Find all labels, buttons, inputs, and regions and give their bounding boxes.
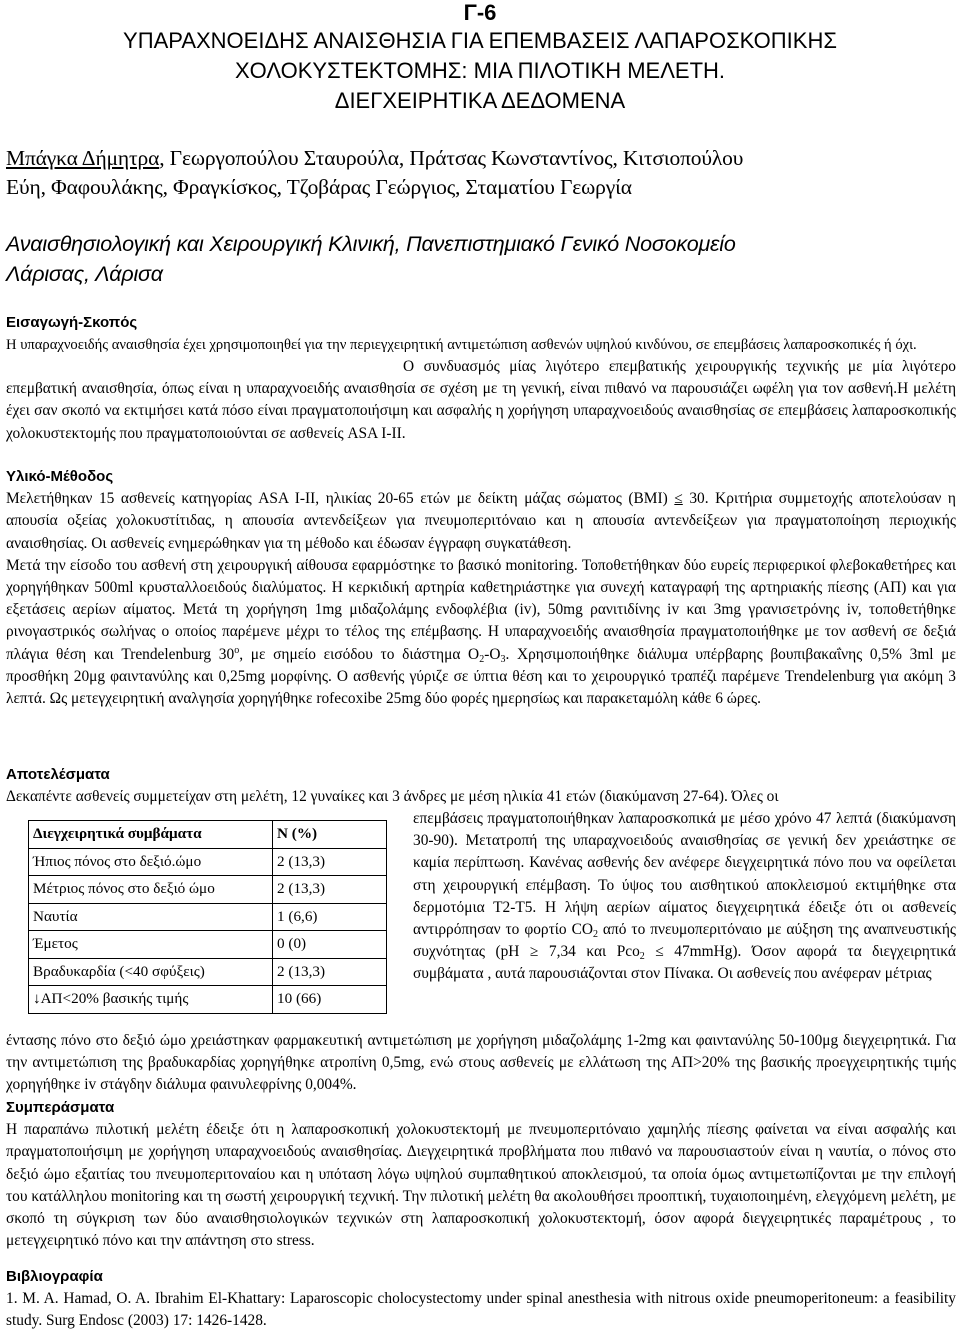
results-heading: Αποτελέσματα [6,766,110,783]
affiliation-line-2: Λάρισας, Λάρισα [6,262,163,286]
table-row [29,931,387,959]
methods-p1-a: Μελετήθηκαν 15 ασθενείς κατηγορίας ASA I-II, ηλικίας 20-65 ετών με δείκτη μάζας σώματος (BMI) [6,490,668,508]
table-cell-event: ↓ΑΠ<20% βασικής τιμής [29,986,273,1014]
results-right-column [413,808,956,986]
title-line-2: ΧΟΛΟΚΥΣΤΕΚΤΟΜΗΣ: ΜΙΑ ΠΙΛΟΤΙΚΗ ΜΕΛΕΤΗ. [234,58,726,83]
geq-symbol: ≥ [529,943,539,961]
introduction-para-1: Η υπαραχνοειδής αναισθησία έχει χρησιμοποιηθεί για την περιεγχειρητική αντιμετώπιση ασθενών υψηλού κινδύνου, σε επεμβάσεις λαπαροσκοπικές ή όχι. [6,337,917,353]
methods-para-1 [6,488,956,555]
table-row [29,848,387,876]
results-intro-line: Δεκαπέντε ασθενείς συμμετείχαν στη μελέτη, 12 γυναίκες και 3 άνδρες με μέση ηλικία 41 ετών (διακύμανση 27-64). Όλες οι [6,788,779,806]
conclusions-text: Η παραπάνω πιλοτική μελέτη έδειξε ότι η λαπαροσκοπική χολοκυστεκτομή με πνευμοπεριτόναιο χαμηλής πίεσης φαίνεται να είναι ασφαλής και πραγματοποιήσιμη με χορήγηση υπαραχνοειδούς αναισθησίας. Διεγχειρητικά προβλήματα που πιθανό να παρουσιαστούν είναι η ναυτία, ο πόνος στο δεξιό ώμο εξαιτίας του πνευμοπεριτοναίου και η υπόταση λόγω υψηλού συμπαθητικού αποκλεισμού, τα οποία όμως αντιμετωπίζονται με την επιλογή του κατάλληλου monitoring και τη σωστή χειρουργική τεχνική. Την πιλοτική μελέτη θα ακολουθήσει προοπτική, τυχαιοποιημένη, ελεγχόμενη μελέτη, με σκοπό τη σύγκριση των δύο αναισθησιολογικών τεχνικών στη λαπαροσκοπική χολοκυστεκτομή, όσον αφορά διεγχειρητικές παραμέτρους , το μετεγχειρητικό πόνο και την απάντηση στο stress. [6,1121,956,1250]
table-cell-event: Ήπιος πόνος στο δεξιό.ώμο [29,848,273,876]
table-cell-n: 2 (13,3) [273,876,387,904]
introduction-section [6,312,956,356]
methods-sub-2: 3 [500,653,506,665]
methods-p2-b: , με σημείο εισόδου το διάστημα Ο [239,645,480,663]
results-bottom-text: έντασης πόνο στο δεξιό ώμο χρειάστηκαν φαρμακευτική αντιμετώπιση με χορήγηση μιδαζολάμης 1-2mg και φαιντανύλης 50-100μg διεγχειρητικά. Για την αντιμετώπιση της βραδυκαρδίας χορηγήθηκε ατροπίνη 0,5mg, ενώ στους ασθενείς με ελλάτωση της ΑΠ>20% της βασικής προεγχειρητικής τιμής χορηγήθηκε iv στάγδην διάλυμα φαινυλεφρίνης 0,004%. [6,1032,956,1094]
authors-rest: , Γεωργοπούλου Σταυρούλα, Πράτσας Κωνσταντίνος, Κιτσιοπούλου [159,146,744,170]
title-line-1: ΥΠΑΡΑΧΝΟΕΙΔΗΣ ΑΝΑΙΣΘΗΣΙΑ ΓΙΑ ΕΠΕΜΒΑΣΕΙΣ ΛΑΠΑΡΟΣΚΟΠΙΚΗΣ [123,28,837,53]
first-author: Μπάγκα Δήμητρα [6,146,160,170]
references-section [6,1266,956,1333]
leq-symbol: ≤ [674,490,683,508]
pco2-sub: 2 [639,951,645,963]
table-cell-event: Ναυτία [29,903,273,931]
table-row [29,876,387,904]
introduction-para-2-start: Ο συνδυασμός μίας λιγότερο επεμβατικής χειρουργικής τεχνικής με μία λιγότερο επεμβατική αναισθησία, όπως είναι η υπαραχνοειδής αναισθησία σε σχέση με τη γενική, είναι πιθανό να παρουσιάζει ωφέλη για τον ασθενή. [6,358,956,398]
title-line-3: ΔΙΕΓΧΕΙΡΗΤΙΚΑ ΔΕΔΟΜΕΝΑ [334,88,626,113]
results-right-text [413,808,956,986]
methods-section [6,466,956,710]
methods-para-2 [6,555,956,710]
methods-p2-d: . Χρησιμοποιήθηκε διάλυμα υπέρβαρης βουπιβακαΐνης 0,5% 3ml με προσθήκη 20μg φαιντανύλης και 0,25mg μορφίνης. Ο ασθενής γύριζε σε ύπτια θέση και το χειρουργικό τραπέζι παρέμενε Trendelenburg για ακόμη 3 λεπτά. Ως μετεγχειρητική αναλγησία χορηγήθηκε rofecoxibe 25mg δύο φορές ημερησίως και παρακεταμόλη κάθε 6 ώρες. [6,645,956,708]
results-right-b: από το πνευμοπεριτόναιο με αύξηση της αναπνευστικής συχνότητας (pH [413,921,957,961]
reference-item: 1. M. A. Hamad, O. A. Ibrahim El-Khattary: Laparoscopic cholocystectomy under spinal anesthesia with nitrous oxide pneumoperitoneum: a feasibility study. Surg Endosc (2003) 17: 1426-1428. [6,1290,956,1330]
leq-symbol-2: ≤ [655,943,664,961]
methods-sub-1: 2 [479,653,485,665]
results-right-d: 47mmHg). Όσον αφορά τα διεγχειρητικά συμβάματα , αυτά παρουσιάζονται στον Πίνακα. Οι ασθενείς που ανέφεραν μέτριας [413,943,956,983]
table-cell-n: 1 (6,6) [273,903,387,931]
methods-p1-b: 30. Κριτήρια συμμετοχής αποτελούσαν η απουσία οξείας χολοκυστίτιδας, η απουσία αντενδείξεων για πνευμοπεριτόναιο και η απουσία αντενδείξεων για πραγματοποίηση περιοχικής αναισθησίας. Οι ασθενείς ενημερώθηκαν για τη μέθοδο και έδωσαν έγγραφη συγκατάθεση. [6,490,956,552]
conclusions-heading: Συμπεράσματα [6,1099,115,1116]
table-row [29,958,387,986]
degree-sup: ο [234,644,240,656]
table-header-n: N (%) [273,821,387,849]
authors-line-2: Εύη, Φαφουλάκης, Φραγκίσκος, Τζοβάρας Γεώργιος, Σταματίου Γεωργία [6,175,632,199]
table-cell-n: 2 (13,3) [273,848,387,876]
table-cell-event: Μέτριος πόνος στο δεξιό ώμο [29,876,273,904]
introduction-para-2 [6,356,956,445]
affiliation [6,229,956,289]
introduction-text [6,334,956,356]
affiliation-line-1: Αναισθησιολογική και Χειρουργική Κλινική, Πανεπιστημιακό Γενικό Νοσοκομείο [6,232,736,256]
results-right-c: 7,34 και Pco [548,943,640,961]
author-list [6,144,956,202]
table-header-row [29,821,387,849]
introduction-para-2-end: Η μελέτη έχει σαν σκοπό να εκτιμήσει κατά πόσο είναι πραγματοποιήσιμη και ασφαλής η χορήγηση υπαραχνοειδούς αναισθησίας σε επεμβάσεις λαπαροσκοπικής χολοκυστεκτομής που πραγματοποιούνται σε ασθενείς ASA I-II. [6,380,956,442]
introduction-heading: Εισαγωγή-Σκοπός [6,314,138,331]
introduction-continued [6,356,956,445]
methods-heading: Υλικό-Μέθοδος [6,468,114,485]
table-cell-event: Έμετος [29,931,273,959]
abstract-title [0,26,960,116]
results-bottom [6,1030,956,1097]
results-right-a: επεμβάσεις πραγματοποιήθηκαν λαπαροσκοπικά με μέσο χρόνο 47 λεπτά (διακύμανση 30-90). Μετατροπή της υπαραχνοειδούς αναισθησίας σε γενική δεν χρειάστηκε σε καμία περίπτωση. Κανένας ασθενής δεν ανέφερε διεγχειρητικά πόνο που να οφείλεται στη χειρουργική επέμβαση. Το ύψος του αισθητικού αποκλεισμού εκτιμήθηκε στα δερμοτόμια Τ2-Τ5. Η λήψη αερίων αίματος διεγχειρητικά έδειξε ότι οι ασθενείς αντιρρόπησαν το φορτίο CO [413,810,956,939]
abstract-code: Γ-6 [463,0,497,25]
table-header-event: Διεγχειρητικά συμβάματα [29,821,273,849]
table-cell-event: Βραδυκαρδία (<40 σφύξεις) [29,958,273,986]
intraoperative-events-table [28,820,387,1014]
references-heading: Βιβλιογραφία [6,1268,103,1285]
methods-p2-c: -Ο [484,645,501,663]
table-row [29,903,387,931]
co2-sub: 2 [592,929,598,941]
results-heading-block [6,764,956,808]
table-cell-n: 10 (66) [273,986,387,1014]
methods-p2-a: Μετά την είσοδο του ασθενή στη χειρουργική αίθουσα εφαρμόστηκε το βασικό monitoring. Τοποθετήθηκαν δύο ευρείς περιφερικοί φλεβοκαθετήρες και χορηγήθηκαν 500ml κρυσταλλοειδούς διαλύματος. Η κερκιδική αρτηρία καθετηριάστηκε για συνεχή καταγραφή της αρτηριακής πίεσης (ΑΠ) και για εξετάσεις αερίων αίματος. Μετά τη χορήγηση 1mg μιδαζολάμης ενδοφλέβια (iv), 50mg ρανιτιδίνης iv και 3mg γρανισετρόνης iv, τοποθετήθηκε ρινογαστρικός σωλήνας ο οποίος παρέμενε μέχρι το τέλος της επέμβασης. Η υπαραχνοειδής αναισθησία πραγματοποιήθηκε με τον ασθενή σε δεξιά πλάγια θέση και Trendelenburg 30 [6,556,956,663]
table-row [29,986,387,1014]
table-cell-n: 0 (0) [273,931,387,959]
conclusions-section [6,1097,956,1252]
table-cell-n: 2 (13,3) [273,958,387,986]
